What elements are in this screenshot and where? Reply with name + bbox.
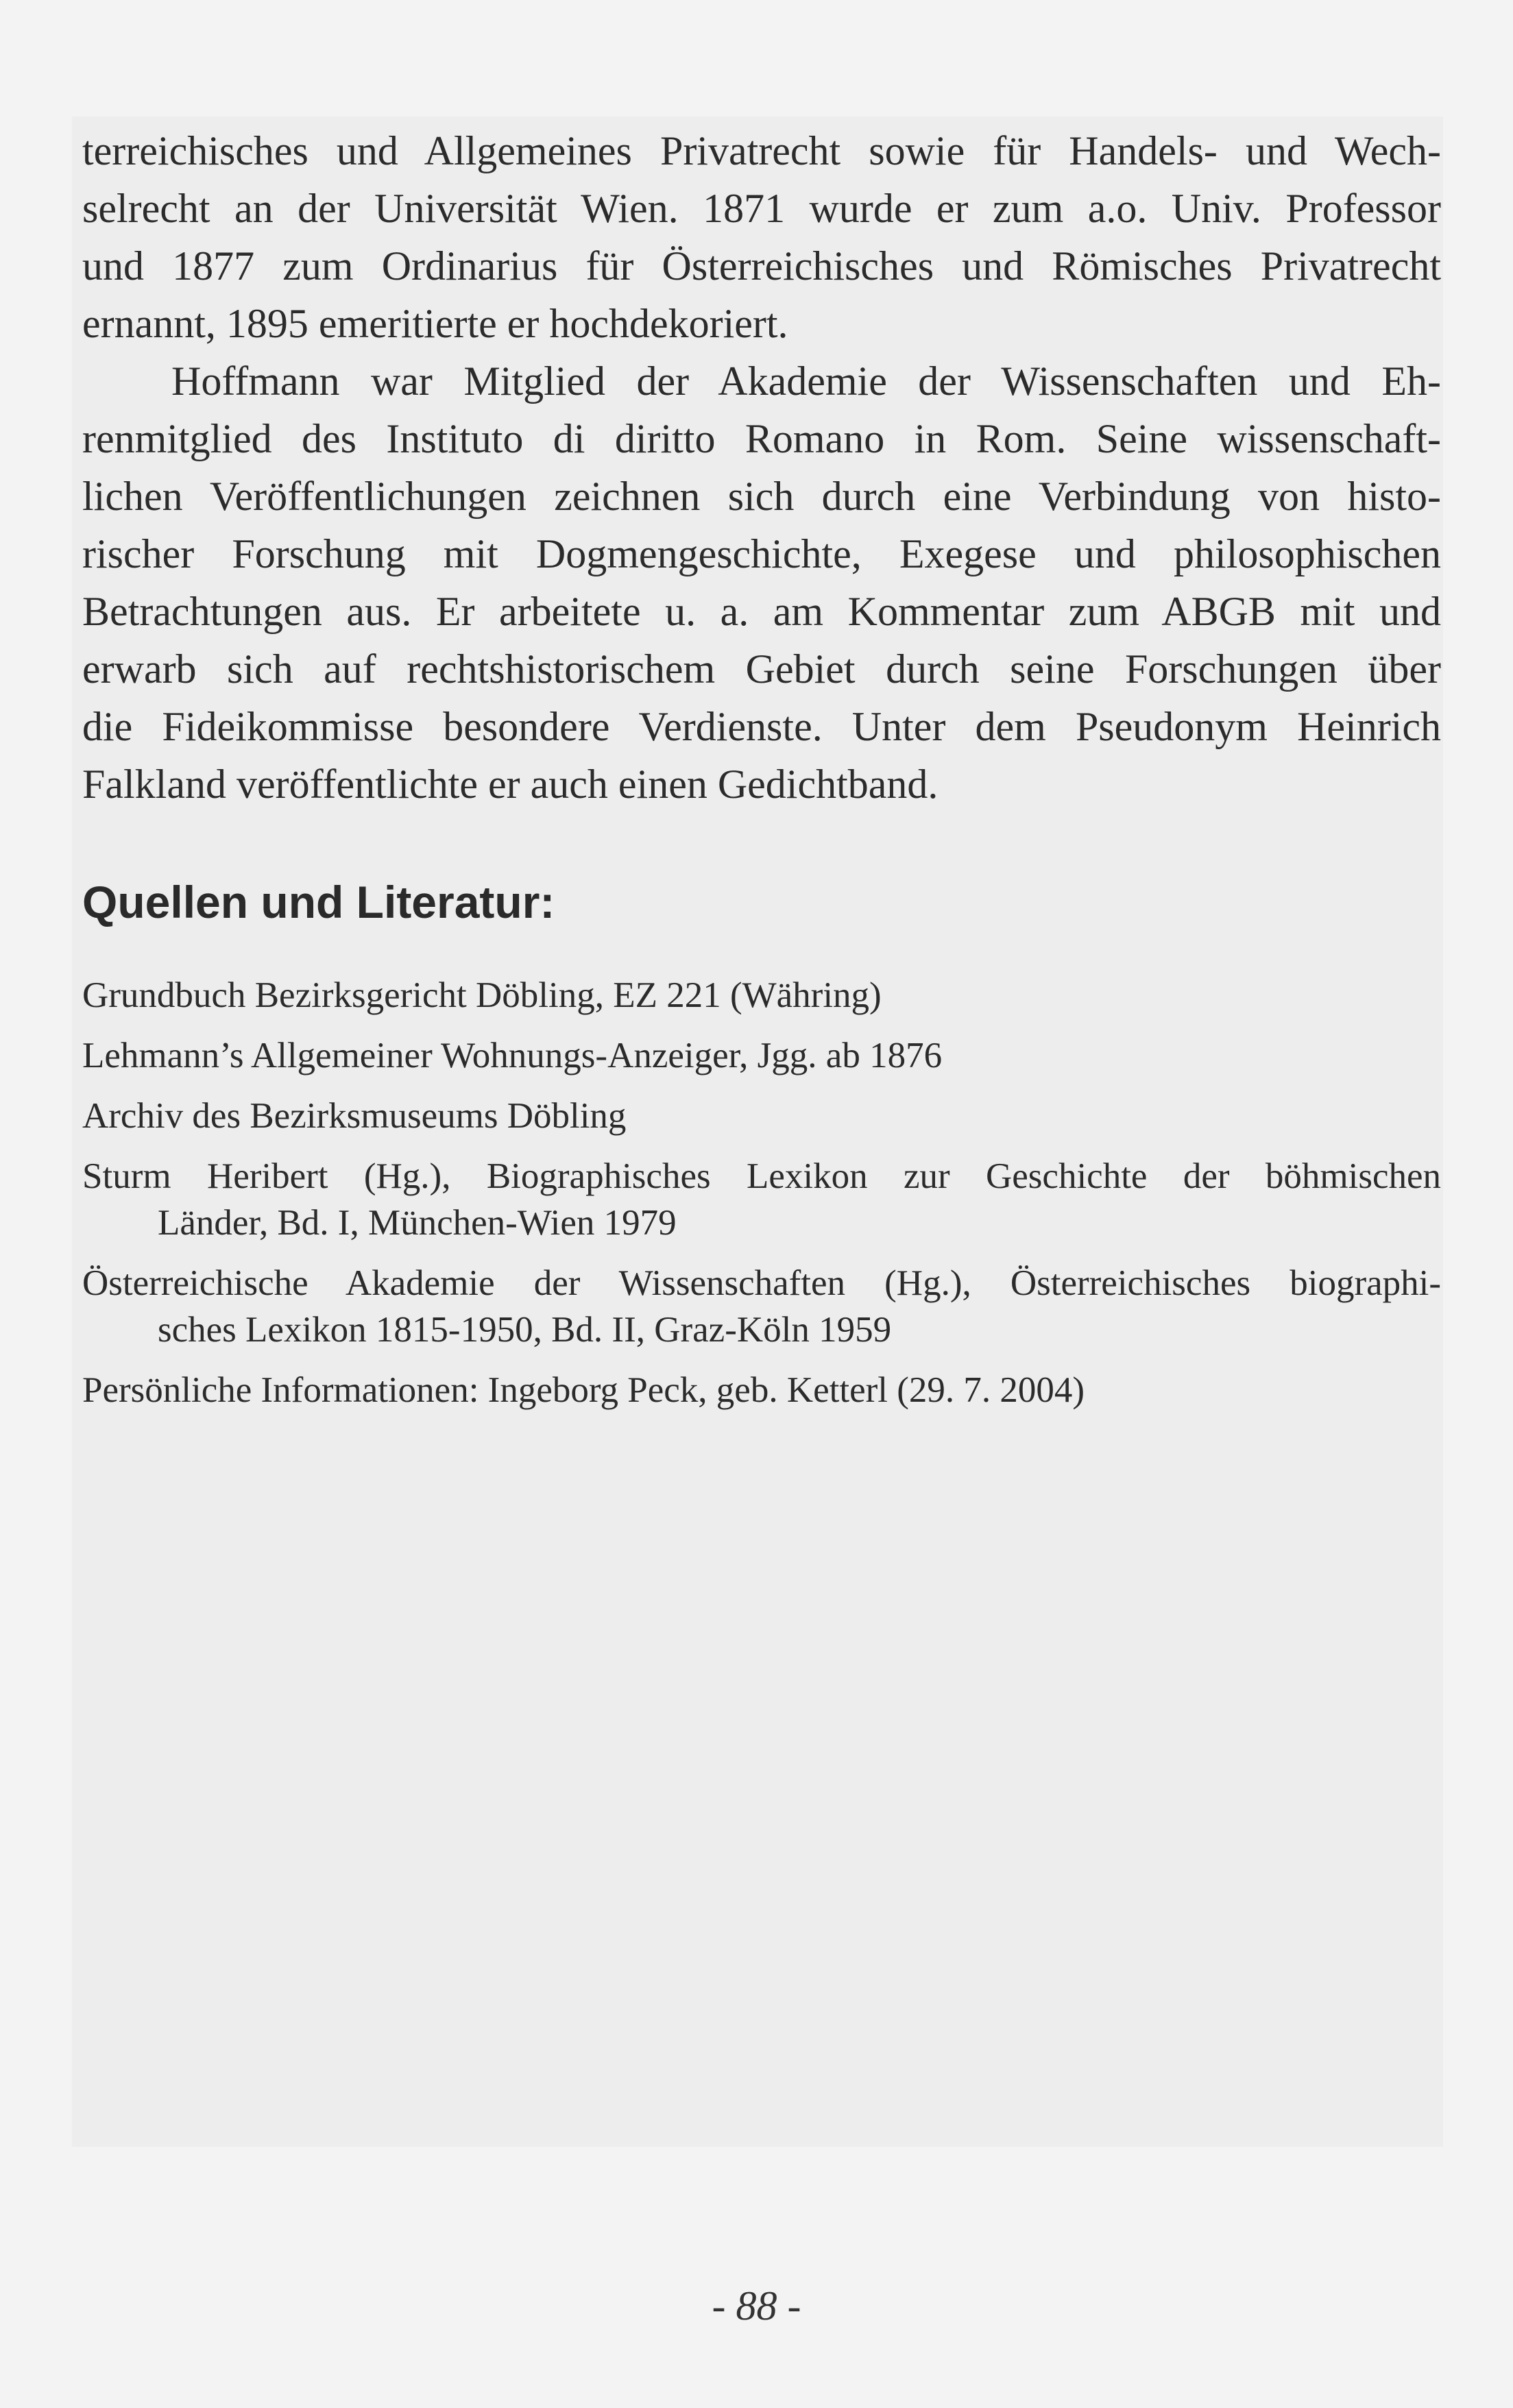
reference-line: Lehmann’s Allgemeiner Wohnungs-Anzeiger, Jgg. ab 1876	[82, 1036, 943, 1075]
document-body	[82, 122, 1441, 1427]
reference-line: Länder, Bd. I, München-Wien 1979	[158, 1203, 677, 1243]
reference-item	[82, 1153, 1441, 1246]
reference-item	[82, 1260, 1441, 1353]
reference-line: Sturm Heribert (Hg.), Biographisches Lexikon zur Geschichte der böhmischen	[82, 1156, 1441, 1196]
reference-item	[82, 1093, 1441, 1139]
text-line: erwarb sich auf rechtshistorischem Gebiet durch seine Forschungen über	[82, 646, 1441, 692]
reference-list	[82, 972, 1441, 1413]
reference-item	[82, 1367, 1441, 1413]
text-line: und 1877 zum Ordinarius für Österreichisches und Römisches Privatrecht	[82, 243, 1441, 289]
reference-item	[82, 972, 1441, 1019]
text-line: Betrachtungen aus. Er arbeitete u. a. am Kommentar zum ABGB mit und	[82, 589, 1441, 634]
paragraph-1	[82, 122, 1441, 352]
reference-item	[82, 1032, 1441, 1079]
reference-line: sches Lexikon 1815-1950, Bd. II, Graz-Köln 1959	[158, 1310, 892, 1350]
text-line: die Fideikommisse besondere Verdienste. Unter dem Pseudonym Heinrich	[82, 704, 1441, 749]
reference-line: Archiv des Bezirksmuseums Döbling	[82, 1096, 627, 1136]
text-line: Falkland veröffentlichte er auch einen Gedichtband.	[82, 762, 939, 807]
page-number: - 88 -	[712, 2283, 801, 2328]
reference-line: Österreichische Akademie der Wissenschaften (Hg.), Österreichisches biographi-	[82, 1263, 1441, 1303]
text-line: lichen Veröffentlichungen zeichnen sich durch eine Verbindung von histo-	[82, 474, 1441, 519]
reference-line: Grundbuch Bezirksgericht Döbling, EZ 221 (Währing)	[82, 975, 882, 1015]
text-line: ernannt, 1895 emeritierte er hochdekoriert.	[82, 301, 788, 346]
reference-line: Persönliche Informationen: Ingeborg Peck, geb. Ketterl (29. 7. 2004)	[82, 1370, 1085, 1410]
text-line: terreichisches und Allgemeines Privatrecht sowie für Handels- und Wech-	[82, 128, 1441, 173]
paragraph-2	[82, 352, 1441, 813]
text-line: selrecht an der Universität Wien. 1871 wurde er zum a.o. Univ. Professor	[82, 186, 1441, 231]
text-line: renmitglied des Instituto di diritto Romano in Rom. Seine wissenschaft-	[82, 416, 1441, 461]
text-line: Hoffmann war Mitglied der Akademie der Wissenschaften und Eh-	[171, 358, 1441, 404]
section-heading: Quellen und Literatur:	[82, 877, 555, 927]
text-line: rischer Forschung mit Dogmengeschichte, Exegese und philosophischen	[82, 531, 1441, 576]
